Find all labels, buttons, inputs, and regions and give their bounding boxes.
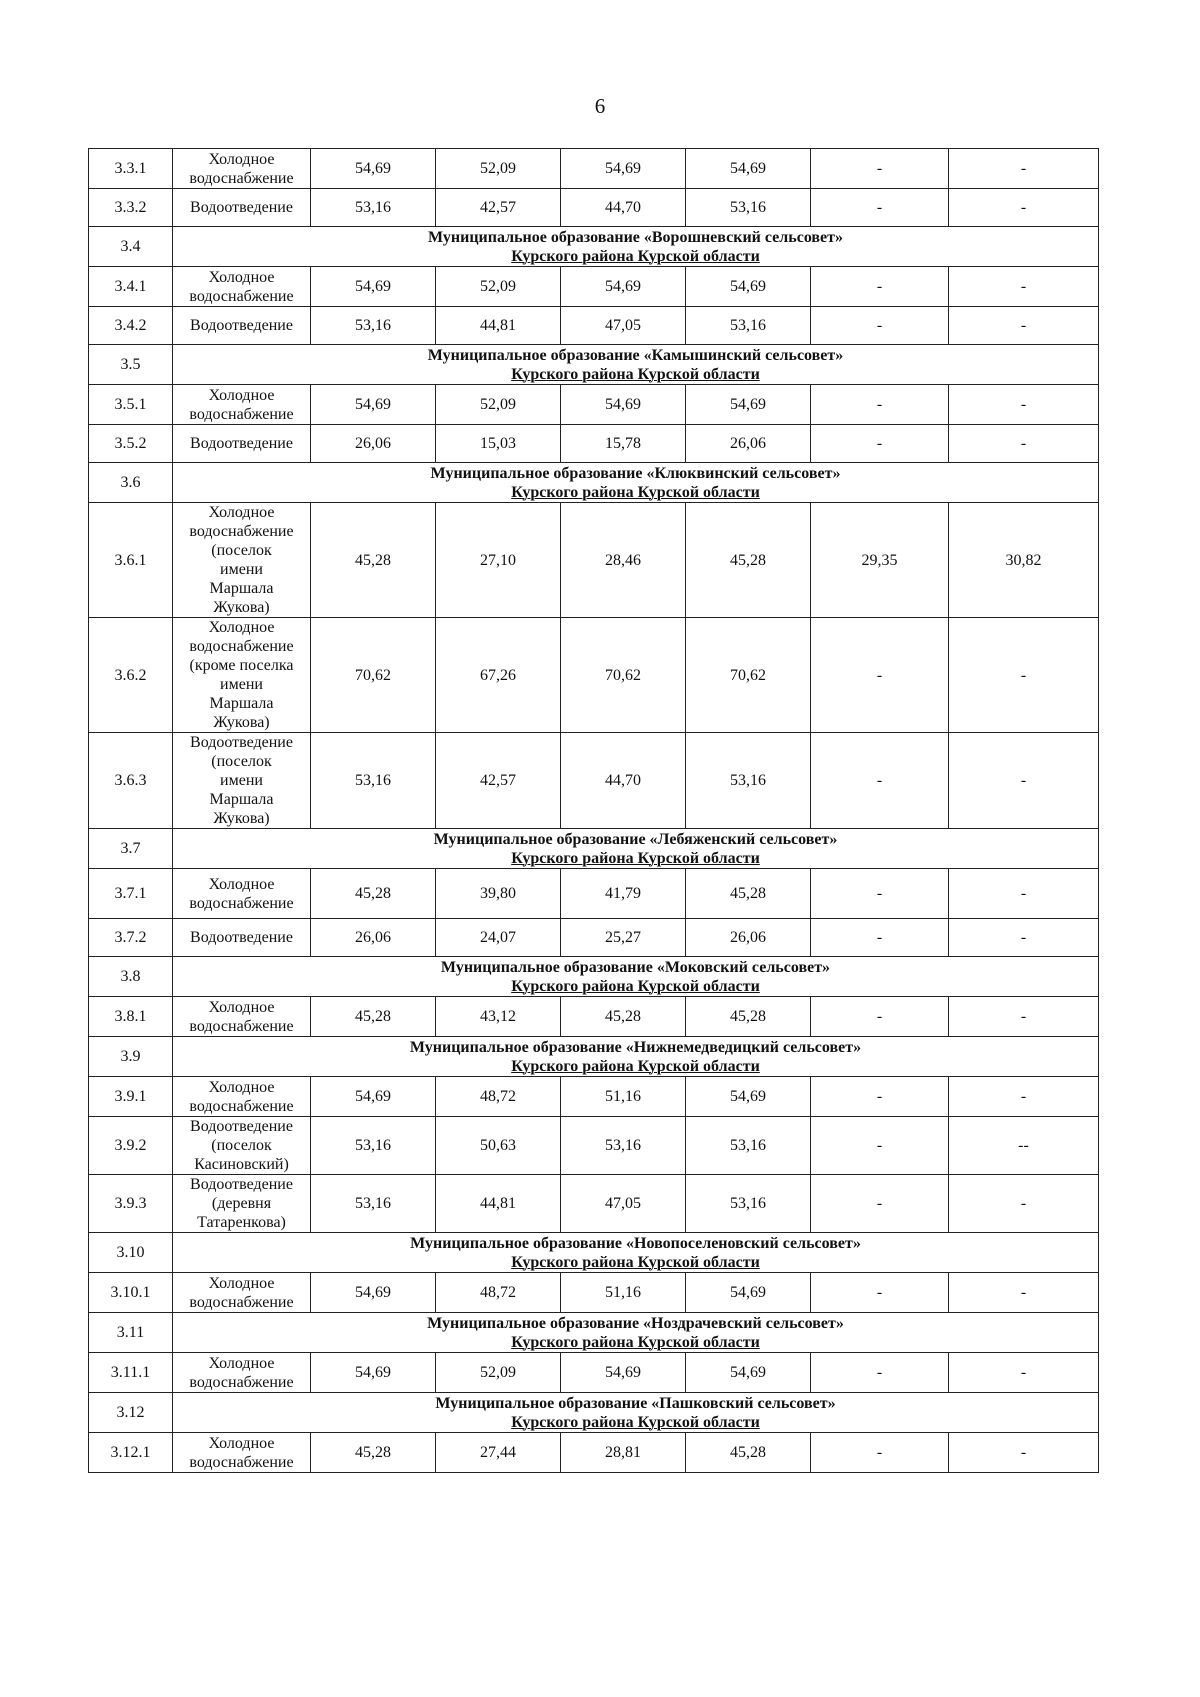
tariff-value: 54,69 [311, 1077, 436, 1117]
service-name-line: (поселок [211, 753, 272, 770]
municipality-title [173, 1233, 1099, 1273]
tariff-value: - [949, 1433, 1099, 1473]
service-name-line: Водоотведение [190, 1118, 293, 1135]
service-name [173, 618, 311, 733]
service-name-line: Касиновский) [194, 1156, 289, 1173]
service-name-line: Холодное [208, 619, 275, 636]
tariff-value: 43,12 [436, 997, 561, 1037]
tariff-value: - [811, 307, 949, 345]
tariff-value: 47,05 [561, 1175, 686, 1233]
tariff-value: - [811, 1175, 949, 1233]
tariff-value: 51,16 [561, 1077, 686, 1117]
row-number: 3.6 [89, 463, 173, 503]
section-row [89, 1313, 1099, 1353]
municipality-title [173, 463, 1099, 503]
tariff-value: 52,09 [436, 385, 561, 425]
table-row [89, 1353, 1099, 1393]
row-number: 3.4.2 [89, 307, 173, 345]
table-row [89, 267, 1099, 307]
tariff-value: - [949, 385, 1099, 425]
tariff-value: - [949, 733, 1099, 829]
row-number: 3.3.1 [89, 149, 173, 189]
tariff-value: 53,16 [311, 733, 436, 829]
tariff-value: 45,28 [686, 1433, 811, 1473]
tariff-value: 70,62 [686, 618, 811, 733]
tariff-value: 15,03 [436, 425, 561, 463]
service-name [173, 1353, 311, 1393]
tariff-value: - [811, 1077, 949, 1117]
tariff-value: 54,69 [311, 149, 436, 189]
municipality-title-line: Курского района Курской области [511, 247, 760, 265]
municipality-title [173, 829, 1099, 869]
municipality-title-line: Муниципальное образование «Моковский сельсовет» [440, 958, 831, 976]
tariff-value: 45,28 [311, 503, 436, 618]
tariff-value: 54,69 [311, 385, 436, 425]
row-number: 3.7 [89, 829, 173, 869]
service-name-line: Маршала [209, 791, 274, 808]
tariff-value: 39,80 [436, 869, 561, 919]
section-row [89, 463, 1099, 503]
table-row [89, 733, 1099, 829]
municipality-title-line: Муниципальное образование «Нижнемедведицкий сельсовет» [409, 1038, 862, 1056]
table-row [89, 1273, 1099, 1313]
tariff-value: 54,69 [311, 1353, 436, 1393]
tariff-value: - [811, 189, 949, 227]
municipality-title-line: Курского района Курской области [511, 365, 760, 383]
service-name-line: Холодное [208, 150, 275, 168]
row-number: 3.7.2 [89, 919, 173, 957]
service-name-line: имени [220, 561, 263, 578]
tariff-value: 27,44 [436, 1433, 561, 1473]
service-name-line: водоснабжение [189, 1293, 294, 1311]
table-row [89, 1433, 1099, 1473]
tariff-value: 41,79 [561, 869, 686, 919]
tariff-value: 42,57 [436, 189, 561, 227]
tariff-value: 53,16 [686, 189, 811, 227]
tariff-value: 54,69 [686, 1353, 811, 1393]
service-name [173, 733, 311, 829]
service-name-line: Водоотведение [190, 435, 293, 452]
tariff-value: - [811, 1353, 949, 1393]
service-name [173, 1433, 311, 1473]
row-number: 3.5.2 [89, 425, 173, 463]
table-row [89, 149, 1099, 189]
tariff-value: - [811, 1117, 949, 1175]
table-row [89, 307, 1099, 345]
municipality-title-line: Муниципальное образование «Камышинский сельсовет» [427, 346, 844, 364]
service-name-line: Холодное [208, 1434, 275, 1452]
table-row [89, 618, 1099, 733]
service-name-line: Холодное [208, 504, 275, 521]
service-name-line: (кроме поселка [189, 657, 294, 674]
tariff-value: - [949, 869, 1099, 919]
tariff-value: 42,57 [436, 733, 561, 829]
section-row [89, 829, 1099, 869]
tariff-value: - [811, 919, 949, 957]
tariff-value: 54,69 [311, 1273, 436, 1313]
tariff-value: 54,69 [686, 149, 811, 189]
service-name [173, 919, 311, 957]
tariff-value: 52,09 [436, 267, 561, 307]
municipality-title-line: Муниципальное образование «Пашковский сельсовет» [435, 1394, 836, 1412]
service-name-line: Жукова) [213, 714, 270, 731]
tariff-value: 45,28 [686, 503, 811, 618]
row-number: 3.3.2 [89, 189, 173, 227]
service-name-line: водоснабжение [189, 169, 294, 187]
tariff-value: 44,81 [436, 1175, 561, 1233]
tariff-table-body [89, 149, 1099, 1473]
municipality-title-line: Курского района Курской области [511, 483, 760, 501]
service-name [173, 385, 311, 425]
row-number: 3.5 [89, 345, 173, 385]
service-name-line: (деревня [211, 1195, 272, 1212]
municipality-title [173, 1313, 1099, 1353]
table-row [89, 1175, 1099, 1233]
service-name [173, 869, 311, 919]
tariff-value: 54,69 [561, 1353, 686, 1393]
table-row [89, 869, 1099, 919]
municipality-title-line: Муниципальное образование «Новопоселеновский сельсовет» [410, 1234, 861, 1252]
row-number: 3.10 [89, 1233, 173, 1273]
service-name-line: Водоотведение [190, 199, 293, 216]
service-name-line: (поселок [211, 1137, 272, 1154]
tariff-value: 70,62 [561, 618, 686, 733]
table-row [89, 425, 1099, 463]
municipality-title [173, 345, 1099, 385]
section-row [89, 1233, 1099, 1273]
municipality-title [173, 1393, 1099, 1433]
municipality-title-line: Муниципальное образование «Ворошневский сельсовет» [427, 228, 844, 246]
tariff-value: 54,69 [561, 149, 686, 189]
tariff-table [88, 148, 1099, 1473]
table-row [89, 385, 1099, 425]
service-name [173, 425, 311, 463]
municipality-title [173, 1037, 1099, 1077]
tariff-value: - [949, 997, 1099, 1037]
row-number: 3.6.3 [89, 733, 173, 829]
row-number: 3.4 [89, 227, 173, 267]
service-name-line: Татаренкова) [197, 1214, 286, 1231]
municipality-title-line: Курского района Курской области [511, 1413, 760, 1431]
tariff-value: 45,28 [686, 997, 811, 1037]
tariff-value: 53,16 [311, 307, 436, 345]
row-number: 3.11 [89, 1313, 173, 1353]
service-name-line: Водоотведение [190, 929, 293, 946]
row-number: 3.4.1 [89, 267, 173, 307]
service-name-line: Маршала [209, 695, 274, 712]
service-name [173, 997, 311, 1037]
tariff-value: 30,82 [949, 503, 1099, 618]
service-name-line: водоснабжение [189, 638, 294, 655]
service-name-line: Холодное [208, 875, 275, 893]
tariff-value: - [811, 733, 949, 829]
tariff-value: 53,16 [686, 307, 811, 345]
tariff-value: 29,35 [811, 503, 949, 618]
tariff-value: - [949, 267, 1099, 307]
tariff-value: - [949, 919, 1099, 957]
tariff-value: 54,69 [686, 1273, 811, 1313]
tariff-value: - [949, 149, 1099, 189]
row-number: 3.8.1 [89, 997, 173, 1037]
tariff-value: - [811, 997, 949, 1037]
service-name-line: водоснабжение [189, 1453, 294, 1471]
tariff-value: 54,69 [686, 1077, 811, 1117]
tariff-value: - [949, 425, 1099, 463]
tariff-value: 50,63 [436, 1117, 561, 1175]
service-name-line: водоснабжение [189, 523, 294, 540]
table-row [89, 919, 1099, 957]
service-name-line: Маршала [209, 580, 274, 597]
tariff-value: - [811, 425, 949, 463]
service-name-line: имени [220, 676, 263, 693]
tariff-value: 70,62 [311, 618, 436, 733]
service-name-line: Жукова) [213, 599, 270, 616]
service-name-line: водоснабжение [189, 1373, 294, 1391]
row-number: 3.10.1 [89, 1273, 173, 1313]
municipality-title [173, 227, 1099, 267]
service-name [173, 1117, 311, 1175]
tariff-value: - [811, 385, 949, 425]
tariff-value: 44,70 [561, 733, 686, 829]
service-name-line: Холодное [208, 1274, 275, 1292]
municipality-title-line: Муниципальное образование «Клюквинский сельсовет» [430, 464, 841, 482]
service-name-line: водоснабжение [189, 894, 294, 912]
tariff-value: 67,26 [436, 618, 561, 733]
tariff-value: 52,09 [436, 149, 561, 189]
tariff-value: 53,16 [561, 1117, 686, 1175]
row-number: 3.5.1 [89, 385, 173, 425]
municipality-title-line: Курского района Курской области [511, 977, 760, 995]
municipality-title-line: Муниципальное образование «Ноздрачевский сельсовет» [427, 1314, 844, 1332]
tariff-value: - [949, 1175, 1099, 1233]
row-number: 3.12 [89, 1393, 173, 1433]
tariff-value: 54,69 [311, 267, 436, 307]
service-name [173, 1273, 311, 1313]
service-name-line: Холодное [208, 1354, 275, 1372]
row-number: 3.9.2 [89, 1117, 173, 1175]
service-name [173, 1077, 311, 1117]
service-name-line: водоснабжение [189, 1017, 294, 1035]
row-number: 3.9 [89, 1037, 173, 1077]
service-name-line: Холодное [208, 998, 275, 1016]
table-row [89, 1117, 1099, 1175]
tariff-value: 53,16 [311, 1117, 436, 1175]
service-name [173, 189, 311, 227]
tariff-value: 15,78 [561, 425, 686, 463]
tariff-value: 26,06 [311, 425, 436, 463]
tariff-value: 54,69 [561, 385, 686, 425]
row-number: 3.12.1 [89, 1433, 173, 1473]
tariff-value: - [811, 149, 949, 189]
tariff-value: - [949, 1353, 1099, 1393]
service-name-line: Водоотведение [190, 1176, 293, 1193]
tariff-value: 44,70 [561, 189, 686, 227]
tariff-value: - [811, 1433, 949, 1473]
table-row [89, 997, 1099, 1037]
municipality-title-line: Курского района Курской области [511, 1057, 760, 1075]
service-name-line: (поселок [211, 542, 272, 559]
tariff-value: - [811, 267, 949, 307]
row-number: 3.6.1 [89, 503, 173, 618]
tariff-value: - [811, 1273, 949, 1313]
section-row [89, 1037, 1099, 1077]
service-name [173, 267, 311, 307]
tariff-value: - [949, 1273, 1099, 1313]
tariff-value: 25,27 [561, 919, 686, 957]
tariff-value: - [949, 1077, 1099, 1117]
tariff-value: - [949, 189, 1099, 227]
tariff-value: 26,06 [686, 425, 811, 463]
tariff-value: 54,69 [686, 267, 811, 307]
tariff-value: 54,69 [686, 385, 811, 425]
tariff-value: 26,06 [311, 919, 436, 957]
tariff-value: 47,05 [561, 307, 686, 345]
tariff-value: - [811, 869, 949, 919]
row-number: 3.8 [89, 957, 173, 997]
tariff-value: 53,16 [686, 733, 811, 829]
table-row [89, 1077, 1099, 1117]
section-row [89, 345, 1099, 385]
row-number: 3.11.1 [89, 1353, 173, 1393]
service-name-line: водоснабжение [189, 287, 294, 305]
tariff-value: 26,06 [686, 919, 811, 957]
service-name-line: водоснабжение [189, 405, 294, 423]
tariff-value: 45,28 [561, 997, 686, 1037]
service-name-line: Холодное [208, 1078, 275, 1096]
section-row [89, 227, 1099, 267]
tariff-value: - [949, 618, 1099, 733]
tariff-value: - [811, 618, 949, 733]
service-name-line: Холодное [208, 386, 275, 404]
tariff-value: 28,81 [561, 1433, 686, 1473]
tariff-value: 53,16 [311, 189, 436, 227]
table-row [89, 503, 1099, 618]
tariff-value: 53,16 [311, 1175, 436, 1233]
tariff-value: 51,16 [561, 1273, 686, 1313]
service-name-line: Водоотведение [190, 734, 293, 751]
service-name-line: Водоотведение [190, 317, 293, 334]
tariff-value: 52,09 [436, 1353, 561, 1393]
tariff-value: 48,72 [436, 1273, 561, 1313]
tariff-value: 24,07 [436, 919, 561, 957]
section-row [89, 1393, 1099, 1433]
service-name-line: Жукова) [213, 810, 270, 827]
tariff-value: 45,28 [311, 1433, 436, 1473]
service-name [173, 1175, 311, 1233]
tariff-value: -- [949, 1117, 1099, 1175]
page-number: 6 [594, 94, 606, 118]
tariff-value: 45,28 [311, 869, 436, 919]
tariff-value: 45,28 [686, 869, 811, 919]
table-row [89, 189, 1099, 227]
tariff-value: 48,72 [436, 1077, 561, 1117]
tariff-value: 44,81 [436, 307, 561, 345]
row-number: 3.6.2 [89, 618, 173, 733]
service-name [173, 307, 311, 345]
municipality-title-line: Курского района Курской области [511, 1333, 760, 1351]
section-row [89, 957, 1099, 997]
service-name [173, 503, 311, 618]
tariff-value: 27,10 [436, 503, 561, 618]
tariff-value: 54,69 [561, 267, 686, 307]
row-number: 3.9.1 [89, 1077, 173, 1117]
service-name [173, 149, 311, 189]
tariff-value: - [949, 307, 1099, 345]
municipality-title-line: Муниципальное образование «Лебяженский сельсовет» [433, 830, 838, 848]
tariff-value: 53,16 [686, 1117, 811, 1175]
municipality-title [173, 957, 1099, 997]
service-name-line: Холодное [208, 268, 275, 286]
service-name-line: имени [220, 772, 263, 789]
service-name-line: водоснабжение [189, 1097, 294, 1115]
tariff-value: 28,46 [561, 503, 686, 618]
municipality-title-line: Курского района Курской области [511, 1253, 760, 1271]
tariff-value: 53,16 [686, 1175, 811, 1233]
tariff-value: 45,28 [311, 997, 436, 1037]
municipality-title-line: Курского района Курской области [511, 849, 760, 867]
row-number: 3.7.1 [89, 869, 173, 919]
row-number: 3.9.3 [89, 1175, 173, 1233]
